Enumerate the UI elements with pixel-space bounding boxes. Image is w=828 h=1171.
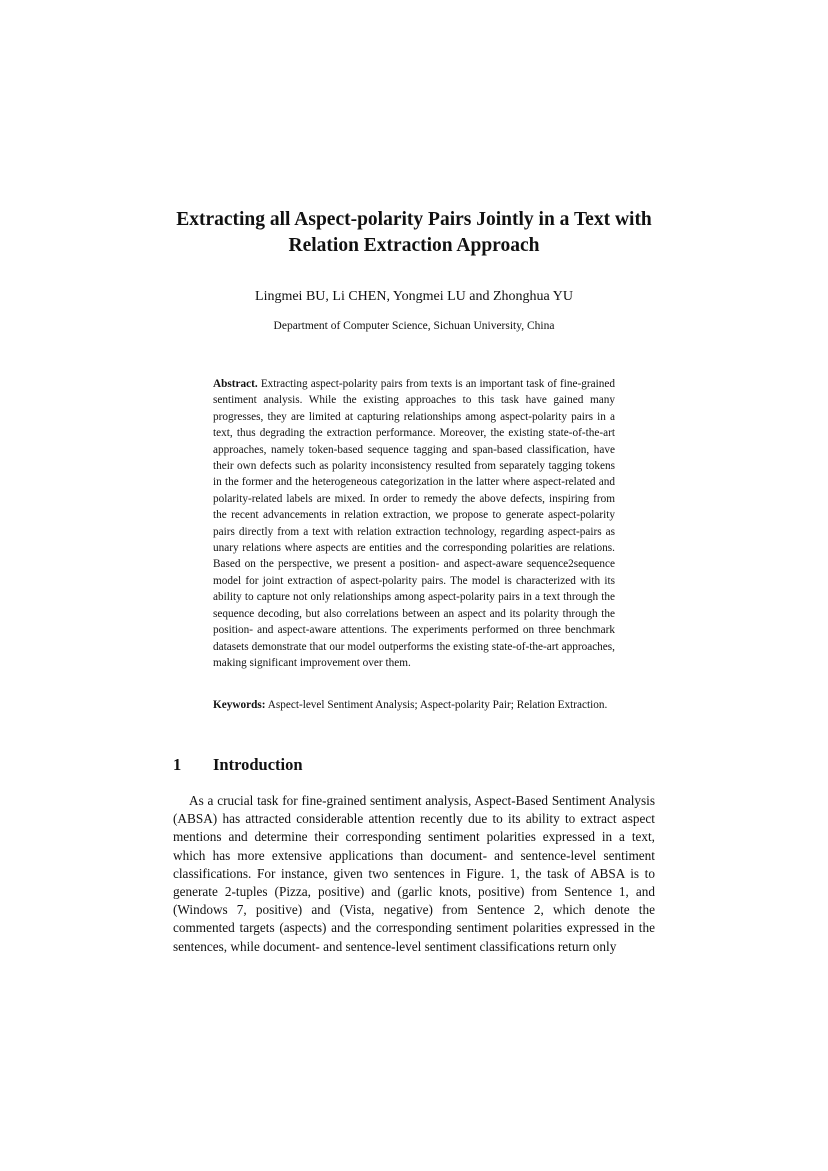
keywords-text: Aspect-level Sentiment Analysis; Aspect-polarity Pair; Relation Extraction.	[267, 699, 608, 711]
abstract-label: Abstract.	[213, 378, 258, 390]
abstract	[213, 376, 615, 671]
introduction-paragraph: As a crucial task for fine-grained sentiment analysis, Aspect-Based Sentiment Analysis (ABSA) has attracted considerable attention recently due to its ability to extract aspect mentions and determine their corresponding sentiment polarities expressed in a text, which has more extensive applications than document- and sentence-level sentiment classifications. For instance, given two sentences in Figure. 1, the task of ABSA is to generate 2-tuples (Pizza, positive) and (garlic knots, positive) from Sentence 1, and (Windows 7, positive) and (Vista, negative) from Sentence 2, which denote the commented targets (aspects) and the corresponding sentiment polarities expressed in the sentences, while document- and sentence-level sentiment classifications return only	[173, 793, 655, 954]
keywords	[213, 697, 615, 713]
section-title: Introduction	[213, 755, 303, 774]
author-affiliation: Department of Computer Science, Sichuan University, China	[273, 320, 555, 332]
author-list: Lingmei BU, Li CHEN, Yongmei LU and Zhonghua YU	[255, 289, 573, 304]
keywords-label: Keywords:	[213, 699, 266, 711]
abstract-text: Extracting aspect-polarity pairs from texts is an important task of fine-grained sentiment analysis. While the existing approaches to this task have gained many progresses, they are limited at capturing relationships among aspect-polarity pairs in a text, thus degrading the extraction performance. Moreover, the existing state-of-the-art approaches, namely token-based sequence tagging and span-based classification, have their own defects such as polarity inconsistency resulted from separately tagging tokens in the former and the heterogeneous categorization in the latter where aspect-related and polarity-related labels are mixed. In order to remedy the above defects, inspiring from the recent advancements in relation extraction, we propose to generate aspect-polarity pairs directly from a text with relation extraction technology, regarding aspect-pairs as unary relations where aspects are entities and the corresponding polarities are relations. Based on the perspective, we present a position- and aspect-aware sequence2sequence model for joint extraction of aspect-polarity pairs. The model is characterized with its ability to capture not only relationships among aspect-polarity pairs in a text through the sequence decoding, but also correlations between an aspect and its polarity through the position- and aspect-aware attentions. The experiments performed on three benchmark datasets demonstrate that our model outperforms the existing state-of-the-art approaches, making significant improvement over them.	[213, 378, 616, 669]
paper-title: Extracting all Aspect-polarity Pairs Jointly in a Text with Relation Extraction Approach	[176, 209, 652, 256]
section-heading-introduction	[173, 754, 303, 776]
section-number: 1	[173, 755, 182, 774]
